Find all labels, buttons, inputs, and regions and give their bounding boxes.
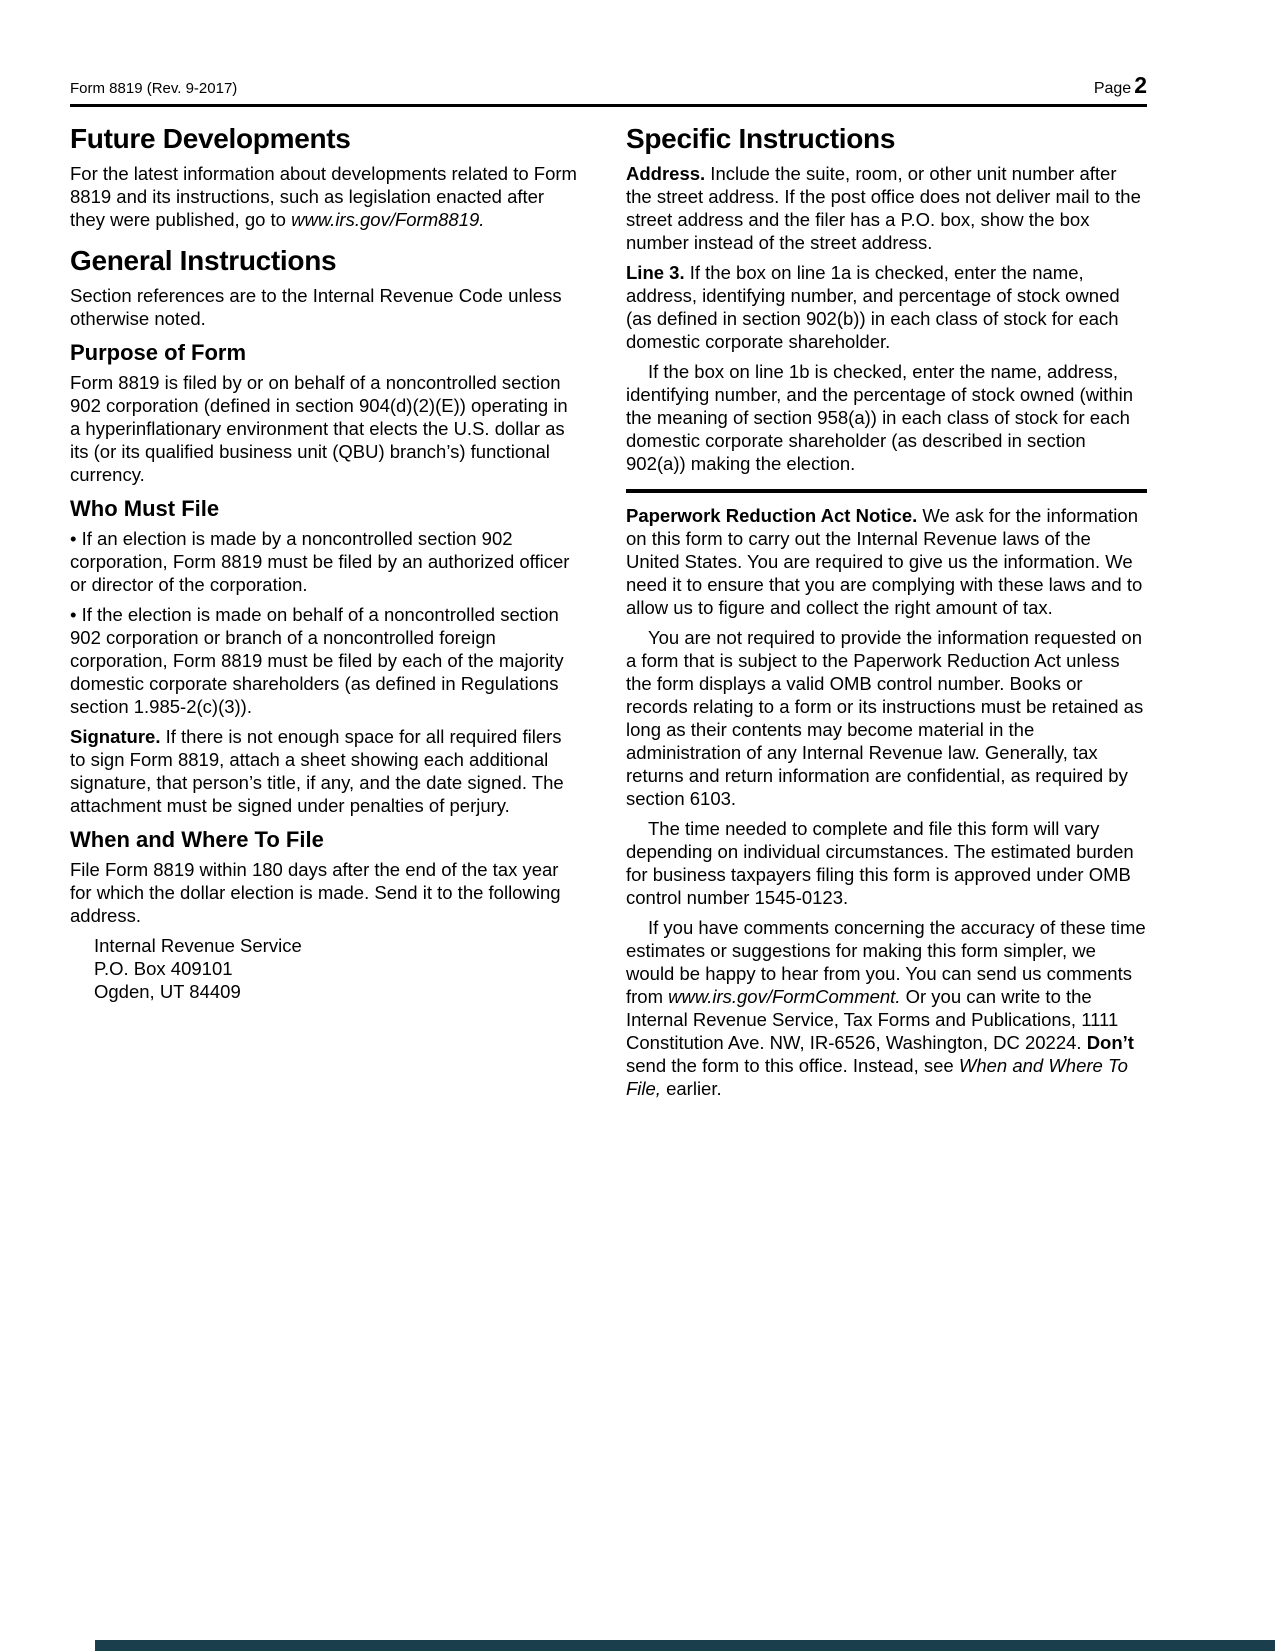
signature-lead: Signature. bbox=[70, 726, 161, 747]
address-line-1: Internal Revenue Service bbox=[94, 935, 302, 956]
address-line-3: Ogden, UT 84409 bbox=[94, 981, 241, 1002]
line3-paragraph bbox=[626, 261, 1147, 353]
general-instructions-paragraph: Section references are to the Internal Revenue Code unless otherwise noted. bbox=[70, 285, 562, 329]
heading-future-developments: Future Developments bbox=[70, 123, 351, 154]
line3-text: If the box on line 1a is checked, enter the name, address, identifying number, and percentage of stock owned (as defined in section 902(b)) in each class of stock for each domestic corporate shareholder. bbox=[626, 262, 1120, 352]
address-line-2: P.O. Box 409101 bbox=[94, 958, 233, 979]
signature-text: If there is not enough space for all required filers to sign Form 8819, attach a sheet showing each additional signature, that person’s title, if any, and the date signed. The attachment must be signed under penalties of perjury. bbox=[70, 726, 564, 816]
who-must-file-bullet-1: • If an election is made by a noncontrolled section 902 corporation, Form 8819 must be filed by an authorized officer or director of the corporation. bbox=[70, 528, 570, 595]
heading-who-must-file: Who Must File bbox=[70, 496, 220, 521]
future-developments-paragraph bbox=[70, 162, 578, 231]
heading-when-and-where-to-file: When and Where To File bbox=[70, 827, 324, 852]
heading-specific-instructions: Specific Instructions bbox=[626, 123, 896, 154]
comments-text-4: earlier. bbox=[660, 1078, 722, 1099]
paperwork-notice-paragraph bbox=[626, 504, 1147, 619]
right-column bbox=[626, 119, 1147, 1107]
future-developments-text: For the latest information about developments related to Form 8819 and its instructions, such as legislation enacted after they were published, go to bbox=[70, 163, 577, 230]
page-header bbox=[70, 72, 1147, 107]
paperwork-notice-text: We ask for the information on this form to carry out the Internal Revenue laws of the United States. You are required to give us the information. We need it to ensure that you are complying with these laws and to allow us to figure and collect the right amount of tax. bbox=[626, 505, 1143, 618]
page-bottom-bar bbox=[95, 1640, 1275, 1651]
comments-text-3: send the form to this office. Instead, see bbox=[626, 1055, 959, 1076]
paperwork-paragraph-2: You are not required to provide the information requested on a form that is subject to the Paperwork Reduction Act unless the form displays a valid OMB control number. Books or records relating to a form or its instructions must be retained as long as their contents may become material in the administration of any Internal Revenue law. Generally, tax returns and return information are confidential, as required by section 6103. bbox=[626, 627, 1144, 809]
address-instruction-paragraph bbox=[626, 162, 1147, 254]
heading-general-instructions: General Instructions bbox=[70, 245, 337, 276]
address-lead: Address. bbox=[626, 163, 706, 184]
line3-paragraph-2: If the box on line 1b is checked, enter the name, address, identifying number, and the percentage of stock owned (within the meaning of section 958(a)) in each class of stock for each domestic corporate shareholder (as described in section 902(a)) making the election. bbox=[626, 361, 1134, 474]
comments-text-1: If you have comments concerning the accuracy of these time estimates or suggestions for making this form simpler, we would be happy to hear from you. You can send us comments from bbox=[626, 917, 1146, 1007]
irs-url-formcomment: www.irs.gov/FormComment. bbox=[668, 986, 901, 1007]
dont-emphasis: Don’t bbox=[1086, 1032, 1134, 1053]
signature-paragraph bbox=[70, 725, 578, 817]
when-and-where-paragraph: File Form 8819 within 180 days after the end of the tax year for which the dollar election is made. Send it to the following address. bbox=[70, 859, 561, 926]
page-label: Page bbox=[1093, 80, 1132, 97]
comments-text-2: Or you can write to the Internal Revenue Service, Tax Forms and Publications, 1111 Constitution Ave. NW, IR-6526, Washington, DC 20224. bbox=[626, 986, 1119, 1053]
address-instruction-text: Include the suite, room, or other unit number after the street address. If the post office does not deliver mail to the street address and the filer has a P.O. box, show the box number instead of the street address. bbox=[626, 163, 1141, 253]
form-revision-label: Form 8819 (Rev. 9-2017) bbox=[70, 80, 238, 97]
two-column-layout bbox=[70, 119, 1147, 1107]
left-column bbox=[70, 119, 578, 1107]
page-number bbox=[1094, 72, 1147, 99]
section-divider-rule bbox=[626, 489, 1147, 493]
comments-paragraph bbox=[626, 916, 1147, 1100]
heading-purpose-of-form: Purpose of Form bbox=[70, 340, 247, 365]
page-number-value: 2 bbox=[1134, 72, 1147, 98]
who-must-file-bullet-2: • If the election is made on behalf of a noncontrolled section 902 corporation or branch of a noncontrolled foreign corporation, Form 8819 must be filed by each of the majority domestic corporate shareholders (as defined in Regulations section 1.985-2(c)(3)). bbox=[70, 604, 564, 717]
paperwork-paragraph-3: The time needed to complete and file this form will vary depending on individual circumstances. The estimated burden for business taxpayers filing this form is approved under OMB control number 1545-0123. bbox=[626, 818, 1134, 908]
when-and-where-reference: When and Where To File, bbox=[626, 1055, 1128, 1099]
paperwork-notice-lead: Paperwork Reduction Act Notice. bbox=[626, 505, 918, 526]
irs-url-form8819: www.irs.gov/Form8819. bbox=[291, 209, 485, 230]
mailing-address bbox=[94, 934, 578, 1003]
purpose-of-form-paragraph: Form 8819 is filed by or on behalf of a noncontrolled section 902 corporation (defined in section 904(d)(2)(E)) operating in a hyperinflationary environment that elects the U.S. dollar as its (or its qualified business unit (QBU) branch’s) functional currency. bbox=[70, 372, 568, 485]
line3-lead: Line 3. bbox=[626, 262, 685, 283]
